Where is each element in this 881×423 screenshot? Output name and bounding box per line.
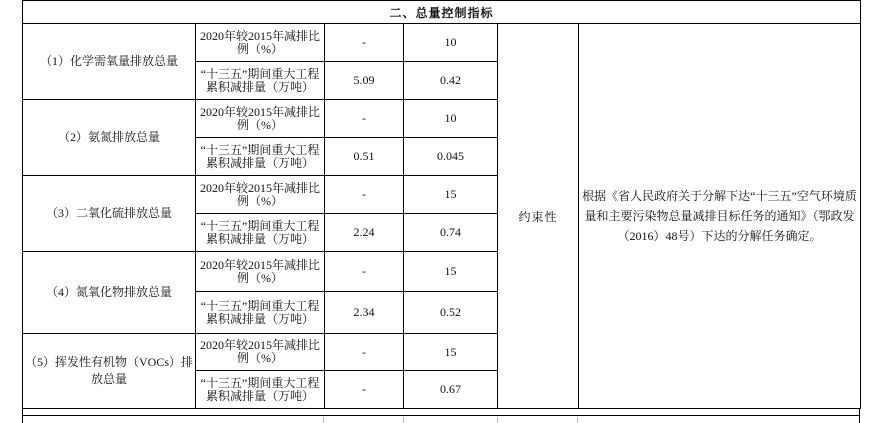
value-cell: 15 bbox=[404, 176, 498, 214]
indicator-name: （1）化学需氧量排放总量 bbox=[23, 24, 196, 100]
table-right-border-stub bbox=[859, 409, 860, 423]
value-cell: - bbox=[325, 100, 404, 138]
value-cell: 2.24 bbox=[325, 214, 404, 252]
metric-label: “十三五”期间重大工程累积减排量（万吨） bbox=[196, 292, 325, 334]
value-cell: - bbox=[325, 371, 404, 409]
value-cell: - bbox=[325, 176, 404, 214]
section-header-row bbox=[23, 1, 861, 24]
next-section-column-stub bbox=[577, 417, 578, 423]
value-cell: 0.045 bbox=[404, 138, 498, 176]
remark-cell: 根据《省人民政府关于分解下达“十三五”空气环境质量和主要污染物总量减排目标任务的通知》（鄂政发（2016）48号）下达的分解任务确定。 bbox=[579, 24, 861, 409]
section-title: 二、总量控制指标 bbox=[23, 1, 861, 24]
metric-label: “十三五”期间重大工程累积减排量（万吨） bbox=[196, 214, 325, 252]
metric-label: 2020年较2015年减排比例（%） bbox=[196, 24, 325, 62]
table-row bbox=[23, 24, 861, 62]
value-cell: 0.67 bbox=[404, 371, 498, 409]
indicator-name: （5）挥发性有机物（VOCs）排放总量 bbox=[23, 334, 196, 409]
value-cell: 2.34 bbox=[325, 292, 404, 334]
value-cell: 0.42 bbox=[404, 62, 498, 100]
value-cell: 5.09 bbox=[325, 62, 404, 100]
next-section-column-stub bbox=[403, 417, 404, 423]
indicator-name: （2）氨氮排放总量 bbox=[23, 100, 196, 176]
metric-label: “十三五”期间重大工程累积减排量（万吨） bbox=[196, 138, 325, 176]
indicator-name: （4）氮氧化物排放总量 bbox=[23, 252, 196, 334]
metric-label: 2020年较2015年减排比例（%） bbox=[196, 252, 325, 292]
metric-label: “十三五”期间重大工程累积减排量（万吨） bbox=[196, 62, 325, 100]
metric-label: “十三五”期间重大工程累积减排量（万吨） bbox=[196, 371, 325, 409]
value-cell: - bbox=[325, 24, 404, 62]
value-cell: 0.52 bbox=[404, 292, 498, 334]
value-cell: - bbox=[325, 334, 404, 371]
value-cell: 10 bbox=[404, 24, 498, 62]
next-section-column-stub bbox=[323, 417, 324, 423]
indicator-name: （3）二氧化硫排放总量 bbox=[23, 176, 196, 252]
value-cell: - bbox=[325, 252, 404, 292]
value-cell: 15 bbox=[404, 334, 498, 371]
next-section-top-border bbox=[22, 415, 860, 416]
metric-label: 2020年较2015年减排比例（%） bbox=[196, 100, 325, 138]
table-left-border-stub bbox=[22, 409, 23, 423]
metric-label: 2020年较2015年减排比例（%） bbox=[196, 334, 325, 371]
value-cell: 15 bbox=[404, 252, 498, 292]
next-section-column-stub bbox=[497, 417, 498, 423]
attribute-type-cell: 约束性 bbox=[498, 24, 579, 409]
value-cell: 0.51 bbox=[325, 138, 404, 176]
total-control-indicator-table bbox=[22, 0, 861, 409]
value-cell: 0.74 bbox=[404, 214, 498, 252]
value-cell: 10 bbox=[404, 100, 498, 138]
metric-label: 2020年较2015年减排比例（%） bbox=[196, 176, 325, 214]
